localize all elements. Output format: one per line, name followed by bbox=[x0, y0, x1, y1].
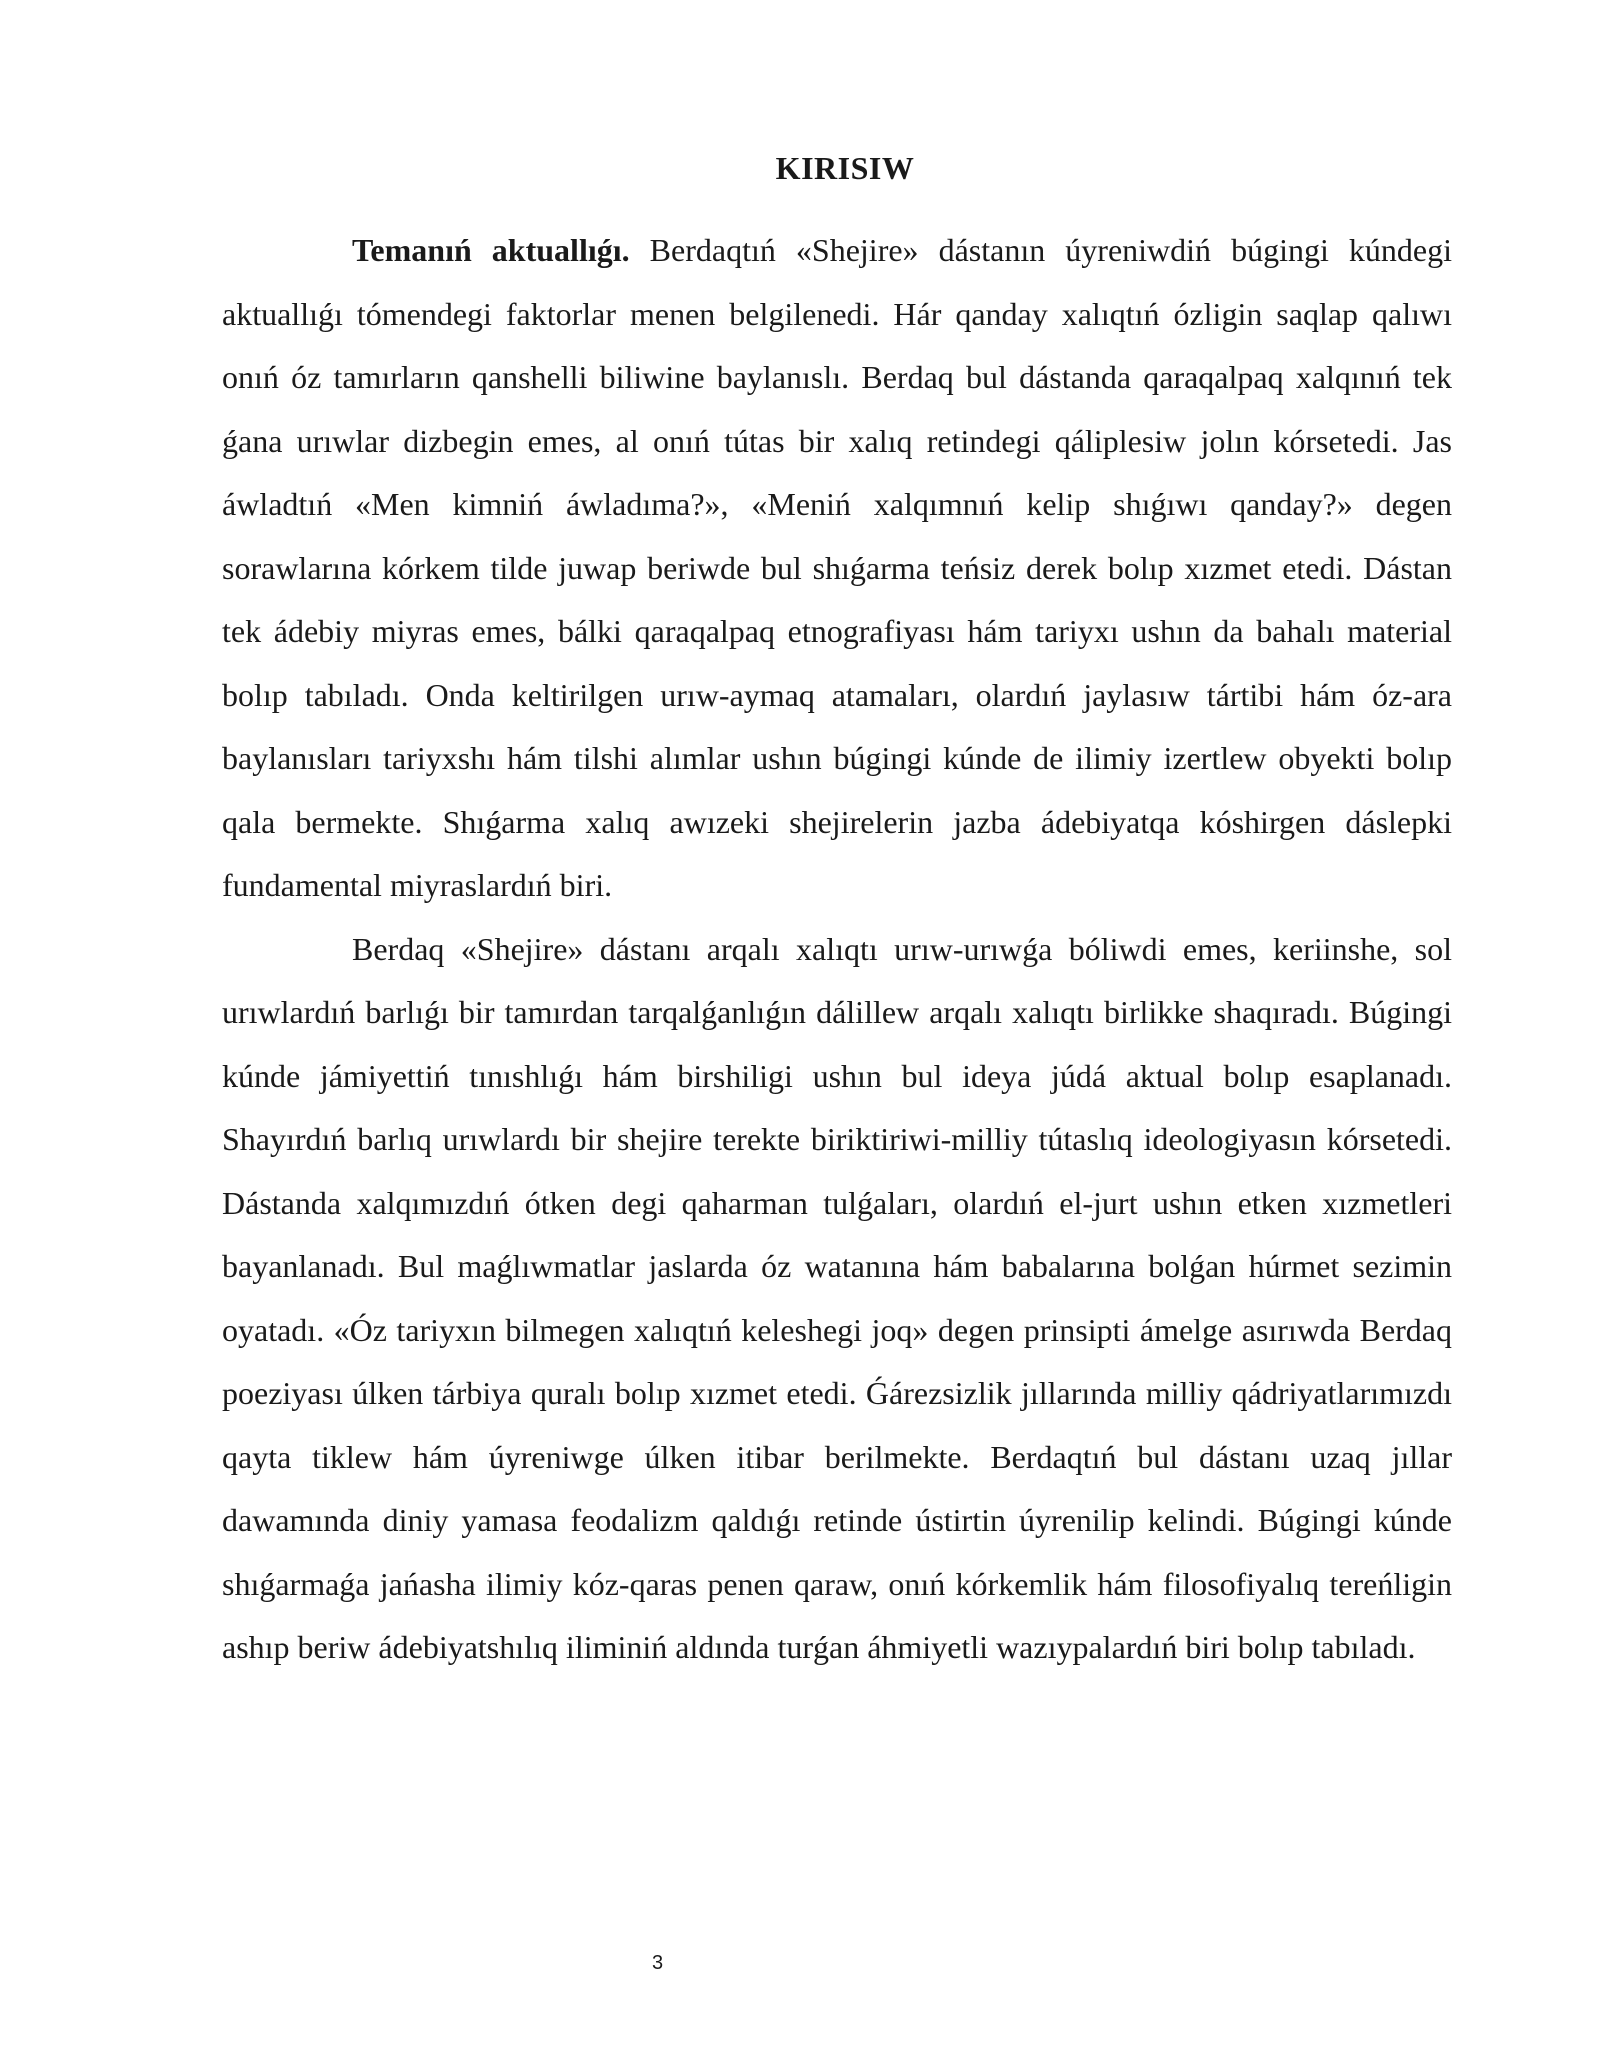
paragraph-lead-bold: Temanıń aktuallıǵı. bbox=[352, 232, 630, 268]
paragraph-2-text: Berdaq «Shejire» dástanı arqalı xalıqtı urıw-urıwǵa bóliwdi emes, keriinshe, sol urıwlardıń barlıǵı bir tamırdan tarqalǵanlıǵın dálillew arqalı xalıqtı birlikke shaqıradı. Búgingi kúnde jámiyettiń tınıshlıǵı hám birshiligi ushın bul ideya júdá aktual bolıp esaplanadı. Shayırdıń barlıq urıwlardı bir shejire terekte biriktiriwi-milliy tútaslıq ideologiyasın kórsetedi. Dástanda xalqımızdıń ótken degi qaharman tulǵaları, olardıń el-jurt ushın etken xızmetleri bayanlanadı. Bul maǵlıwmatlar jaslarda óz watanına hám babalarına bolǵan húrmet sezimin oyatadı. «Óz tariyxın bilmegen xalıqtıń keleshegi joq» degen prinsipti ámelge asırıwda Berdaq poeziyası úlken tárbiya quralı bolıp xızmet etedi. Ǵárezsizlik jıllarında milliy qádriyatlarımızdı qayta tiklew hám úyreniwge úlken itibar berilmekte. Berdaqtıń bul dástanı uzaq jıllar dawamında diniy yamasa feodalizm qaldıǵı retinde ústirtin úyrenilip kelindi. Búgingi kúnde shıǵarmaǵa jańasha ilimiy kóz-qaras penen qaraw, onıń kórkemlik hám filosofiyalıq tereńligin ashıp beriw ádebiyatshılıq iliminiń aldında turǵan áhmiyetli wazıypalardıń biri bolıp tabıladı. bbox=[222, 930, 1452, 1665]
paragraph-1-text: Berdaqtıń «Shejire» dástanın úyreniwdiń búgingi kúndegi aktuallıǵı tómendegi faktorlar menen belgilenedi. Hár qanday xalıqtıń ózligin saqlap qalıwı onıń óz tamırların qanshelli biliwine baylanıslı. Berdaq bul dástanda qaraqalpaq xalqınıń tek ǵana urıwlar dizbegin emes, al onıń tútas bir xalıq retindegi qáliplesiw jolın kórsetedi. Jas áwladtıń «Men kimniń áwladıma?», «Meniń xalqımnıń kelip shıǵıwı qanday?» degen sorawlarına kórkem tilde juwap beriwde bul shıǵarma teńsiz derek bolıp xızmet etedi. Dástan tek ádebiy miyras emes, bálki qaraqalpaq etnografiyası hám tariyxı ushın da bahalı material bolıp tabıladı. Onda keltirilgen urıw-aymaq atamaları, olardıń jaylasıw tártibi hám óz-ara baylanısları tariyxshı hám tilshi alımlar ushın búgingi kúnde de ilimiy izertlew obyekti bolıp qala bermekte. Shıǵarma xalıq awızeki shejirelerin jazba ádebiyatqa kóshirgen dáslepki fundamental miyraslardıń biri. bbox=[222, 232, 1453, 903]
section-heading: KIRISIW bbox=[775, 150, 915, 186]
paragraph-1 bbox=[222, 219, 1452, 918]
body-text bbox=[222, 219, 1452, 1680]
paragraph-2 bbox=[222, 918, 1452, 1680]
page-number: 3 bbox=[651, 1952, 664, 1974]
